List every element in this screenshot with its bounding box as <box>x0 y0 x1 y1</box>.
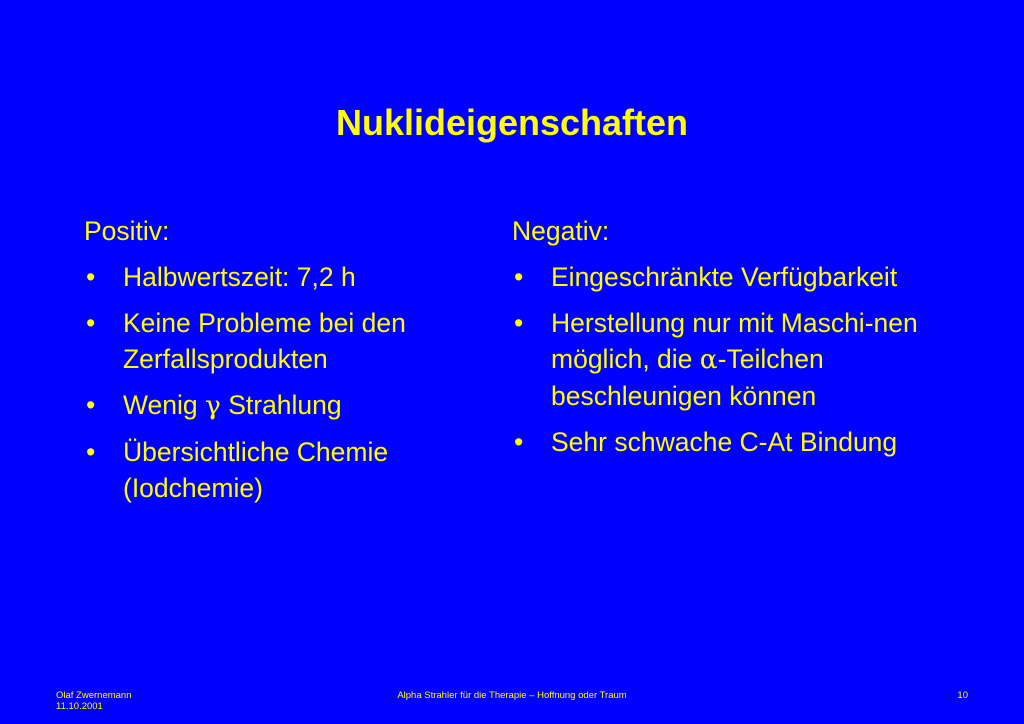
list-item-text: Sehr schwache C-At Bindung <box>551 427 898 457</box>
bullet-icon: • <box>514 262 524 292</box>
footer-page-number: 10 <box>957 690 968 701</box>
list-item <box>512 305 992 414</box>
positive-list <box>84 259 484 506</box>
list-item-text: Eingeschränkte Verfügbarkeit <box>551 262 898 292</box>
list-item-text: Halbwertszeit: 7,2 h <box>123 262 356 292</box>
bullet-icon: • <box>514 427 524 457</box>
list-item <box>84 259 484 295</box>
bullet-icon: • <box>86 437 96 467</box>
list-item-text-after: Strahlung <box>220 390 342 420</box>
list-item <box>84 305 484 377</box>
list-item-text: Übersichtliche Chemie (Iodchemie) <box>123 437 389 503</box>
list-item <box>512 424 992 460</box>
negative-list <box>512 259 992 460</box>
alpha-symbol: α <box>699 344 718 375</box>
bullet-icon: • <box>86 390 96 420</box>
list-item-text-before: Wenig <box>123 390 205 420</box>
footer-author: Olaf Zwernemann <box>56 690 132 701</box>
slide-title: Nuklideigenschaften <box>335 102 689 143</box>
list-item-text-after: -Teilchen beschleunigen können <box>551 344 824 411</box>
list-item <box>84 387 484 424</box>
bullet-icon: • <box>86 308 96 338</box>
list-item-text: Keine Probleme bei den Zerfallsprodukten <box>123 308 406 374</box>
bullet-icon: • <box>86 262 96 292</box>
positive-column <box>84 213 484 516</box>
list-item <box>84 434 484 506</box>
list-item <box>512 259 992 295</box>
gamma-symbol: γ <box>205 390 221 421</box>
bullet-icon: • <box>514 308 524 338</box>
positive-heading: Positiv: <box>84 216 170 246</box>
footer-talk-title: Alpha Strahler für die Therapie – Hoffnung oder Traum <box>397 690 627 701</box>
list-item-text-before: Herstellung nur mit Maschi-nen möglich, die <box>551 308 918 374</box>
negative-heading: Negativ: <box>512 216 610 246</box>
negative-column <box>512 213 992 470</box>
footer-date: 11.10.2001 <box>56 701 103 712</box>
